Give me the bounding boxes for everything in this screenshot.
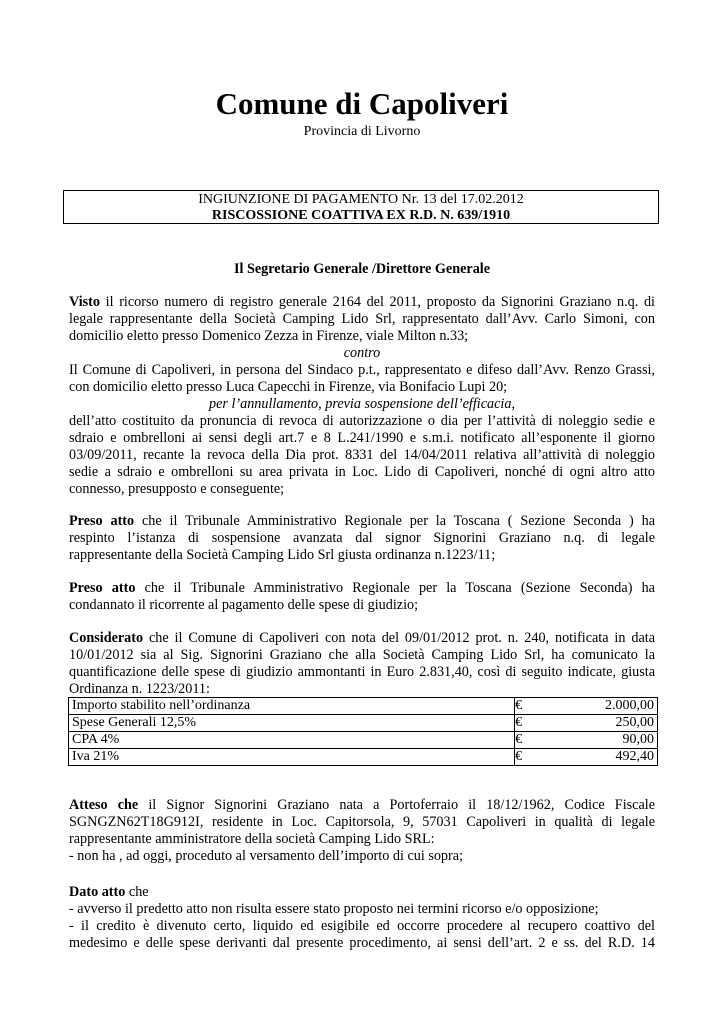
table-row (69, 732, 658, 749)
amount-description: CPA 4% (69, 732, 515, 749)
considerato-line-2: 10/01/2012 sia al Sig. Signorini Graziano che alla Società Camping Lido Srl, ha comunicato la (69, 647, 655, 663)
visto-line-6: dell’atto costituito da pronuncia di revoca di autorizzazione o dia per l’attività di noleggio sedie e (69, 413, 655, 429)
visto-line-10: connesso, presupposto e conseguente; (69, 481, 285, 497)
amounts-table (68, 697, 658, 766)
preso1-lead: Preso atto (69, 513, 135, 529)
amount-value: 492,40 (579, 749, 657, 766)
preso1-line-1: Preso atto che il Tribunale Amministrativo Regionale per la Toscana ( Sezione Seconda ) ha (69, 513, 655, 529)
collection-reference: RISCOSSIONE COATTIVA EX R.D. N. 639/1910 (211, 208, 511, 223)
amount-description: Spese Generali 12,5% (69, 715, 515, 732)
atteso-paragraph (69, 797, 655, 865)
table-row (69, 749, 658, 766)
table-row (69, 715, 658, 732)
page-subtitle: Provincia di Livorno (303, 124, 421, 139)
preso-atto-paragraph-1 (69, 513, 655, 564)
considerato-lead: Considerato (69, 630, 144, 646)
dato-line-1: - avverso il predetto atto non risulta essere stato proposto nei termini ricorso e/o opposizione; (69, 901, 599, 917)
amount-value: 90,00 (579, 732, 657, 749)
visto-line-9: sedie a sdraio e ombrelloni su area privata in Loc. Lido di Capoliveri, nonché di ogni altro atto (69, 464, 655, 480)
atteso-line-4: - non ha , ad oggi, proceduto al versamento dell’importo di cui sopra; (69, 848, 463, 864)
preso2-lead: Preso atto (69, 580, 136, 596)
injunction-number: INGIUNZIONE DI PAGAMENTO Nr. 13 del 17.02.2012 (198, 192, 524, 207)
preso2-line-2: condannato il ricorrente al pagamento delle spese di giudizio; (69, 597, 419, 613)
visto-line-8: 03/09/2011, recante la revoca della Dia prot. 8331 del 14/04/2011 relativa all’attività di noleggio (69, 447, 655, 463)
preso2-line-1: Preso atto che il Tribunale Amministrativo Regionale per la Toscana (Sezione Seconda) ha (69, 580, 655, 596)
atteso-line-2: SGNGZN62T18G912I, residente in Loc. Capitorsola, 9, 57031 Capoliveri in qualità di legale (69, 814, 655, 830)
amount-currency: € (515, 732, 580, 749)
preso1-line-3: rappresentante della Società Camping Lido Srl giusta ordinanza n.1223/11; (69, 547, 496, 563)
contro-label: contro (343, 345, 381, 361)
preso1-line-2: respinto l’istanza di sospensione avanzata dal signor Signorini Graziano n.q. di legale (69, 530, 655, 546)
amount-currency: € (515, 698, 580, 715)
dato-lead: Dato atto (69, 884, 126, 900)
considerato-line-3: quantificazione delle spese di giudizio ammontanti in Euro 2.831,40, così di seguito indicate, giusta (69, 664, 655, 680)
dato-line-3: medesimo e delle spese derivanti dal presente procedimento, ai sensi dell’art. 2 e ss. del R.D. 14 (69, 935, 655, 951)
considerato-paragraph (69, 630, 655, 698)
preso-atto-paragraph-2 (69, 580, 655, 614)
amount-value: 250,00 (579, 715, 657, 732)
atteso-line-3: rappresentante amministratore della società Camping Lido SRL: (69, 831, 435, 847)
dato-line-2: - il credito è divenuto certo, liquido ed esigibile ed occorre procedere al recupero coattivo del (69, 918, 655, 934)
visto-line-1: Visto il ricorso numero di registro generale 2164 del 2011, proposto da Signorini Graziano n.q. di (69, 294, 655, 310)
dato-line-0: Dato atto che (69, 884, 149, 900)
amount-currency: € (515, 715, 580, 732)
amount-value: 2.000,00 (579, 698, 657, 715)
considerato-line-1: Considerato che il Comune di Capoliveri con nota del 09/01/2012 prot. n. 240, notificata in data (69, 630, 655, 646)
visto-line-4: Il Comune di Capoliveri, in persona del Sindaco p.t., rappresentato e difeso dall’Avv. Renzo Grassi, (69, 362, 655, 378)
visto-line-5: con domicilio eletto presso Luca Capecchi in Firenze, via Bonifacio Lupi 20; (69, 379, 508, 395)
dato-atto-paragraph (69, 884, 655, 952)
injunction-header-box (63, 190, 659, 224)
page-title: Comune di Capoliveri (215, 86, 509, 121)
visto-line-3: domicilio eletto presso Domenico Zezza in Firenze, viale Milton n.33; (69, 328, 469, 344)
considerato-line-4: Ordinanza n. 1223/2011: (69, 681, 210, 697)
atteso-lead: Atteso che (69, 797, 139, 813)
visto-line-2: legale rappresentante della Società Camping Lido Srl, rappresentato dall’Avv. Carlo Simoni, con (69, 311, 655, 327)
amount-description: Importo stabilito nell’ordinanza (69, 698, 515, 715)
signatory-heading: Il Segretario Generale /Direttore Generale (233, 261, 491, 277)
amount-description: Iva 21% (69, 749, 515, 766)
visto-lead: Visto (69, 294, 101, 310)
visto-line-7: sdraio e ombrelloni ai sensi degli art.7 e 8 L.241/1990 e s.m.i. notificato all’esponente il giorno (69, 430, 655, 446)
annullamento-label: per l’annullamento, previa sospensione dell’efficacia, (208, 396, 515, 412)
atteso-line-1: Atteso che il Signor Signorini Graziano nata a Portoferraio il 18/12/1962, Codice Fiscale (69, 797, 655, 813)
visto-paragraph (69, 294, 655, 498)
table-row (69, 698, 658, 715)
amount-currency: € (515, 749, 580, 766)
